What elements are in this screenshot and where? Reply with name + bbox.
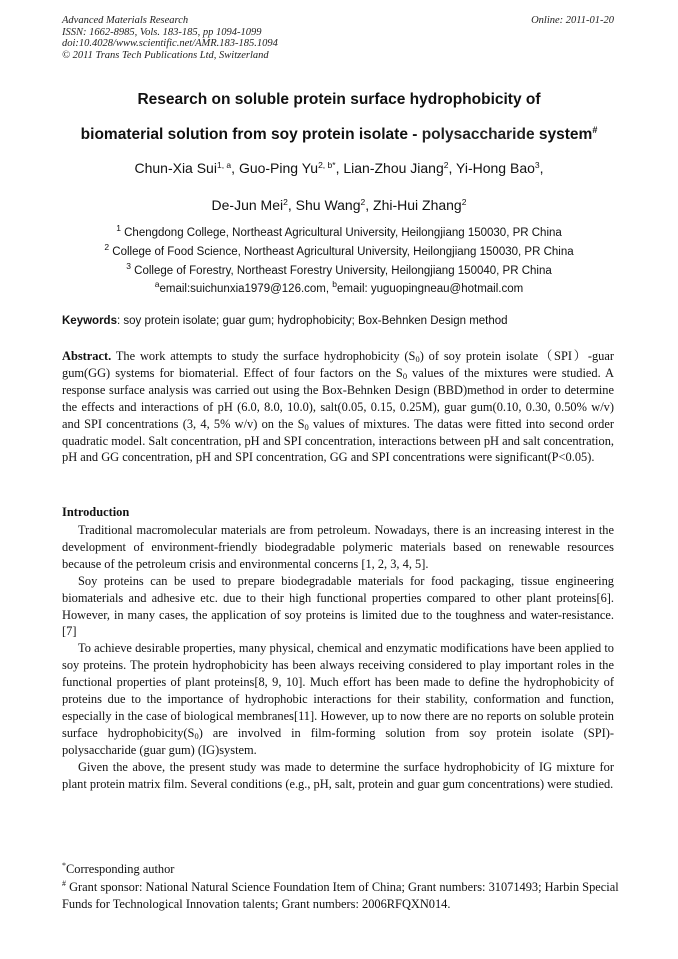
abstract-text: values of mixtures. The datas were fitted into second order quadratic model. Salt concentration, pH and SPI concentration, interactions between pH and salt concentration, pH and GG concentration, pH and SPI concentration, GG and SPI concentrations were significant(P<0.05). [62,416,614,465]
footnote-mark: * [62,861,66,870]
paper-title-line-2 [40,125,638,144]
paragraph-text: ) are involved in film-forming solution from soy protein isolate (SPI)- polysaccharide (guar gum) (IG)system. [62,725,614,757]
abstract-text: ) of soy protein isolate（SPI）-guar gum(GG) systems for biomaterial. Effect of four factors on the S [62,349,614,380]
author-sup: 1, a [216,160,232,170]
abstract [62,348,614,466]
affiliation-1 [20,223,658,239]
issn-line: ISSN: 1662-8985, Vols. 183-185, pp 1094-1099 [62,26,262,38]
author-name: Zhi-Hui Zhang [373,197,462,213]
subscript: 0 [402,370,408,381]
copyright-line: © 2011 Trans Tech Publications Ltd, Switzerland [62,49,269,61]
introduction-body [62,522,614,793]
footnote-text: Corresponding author [66,862,175,876]
footnote-mark: # [62,879,66,888]
abstract-text: values of the mixtures were studied. A response surface analysis was carried out using the Box-Behnken Design (BBD)method in order to determine the effects and interactions of pH (6.0, 8.0, 10.0), salt(0.05, 0.15, 0.25M), guar gum(0.10, 0.30, 0.50% w/v) and SPI concentrations (3, 4, 5% w/v) on the S [62,365,614,431]
affiliation-sup: 3 [126,261,131,271]
title-mark: # [592,125,598,135]
author-sup: 2, b* [318,160,336,170]
keywords [62,315,622,327]
keywords-label: Keywords [62,315,117,327]
author-sup: 2 [360,197,366,207]
affiliation-text: Chengdong College, Northeast Agricultural University, Heilongjiang 150030, PR China [124,227,562,239]
affiliation-2 [20,242,658,258]
email-a: email:suichunxia1979@126.com, [159,283,333,295]
paragraph-text: To achieve desirable properties, many physical, chemical and enzymatic modifications have been applied to soy proteins. The protein hydrophobicity has been always receiving considered to play important roles in the functional properties of plant proteins[8, 9, 10]. Much effort has been made to define the hydrophobicity of proteins due to the importance of hydrophobic interactions for their stability, conformation and function, especially in the case of biological membranes[11]. However, up to now there are no reports on soluble protein surface hydrophobicity(S [62,641,614,740]
author-line-1: Chun-Xia Sui$^{1, a}$, Guo-Ping $Yu^{2, b*}$, Lian-Zhou Jiang$^2$, Yi-Hong Bao$^3$, [134,160,544,176]
affiliation-text: College of Forestry, Northeast Forestry University, Heilongjiang 150040, PR China [134,265,552,277]
title-text-b: polysaccharide [421,126,535,143]
email-sup: a [154,279,160,289]
affiliation-3 [20,261,658,277]
author-sup: 2 [443,160,449,170]
email-b: email: yuguopingneau@hotmail.com [337,283,524,295]
introduction-heading: Introduction [62,505,130,519]
author-sup: 2 [461,197,467,207]
footnote-grant [62,875,622,913]
title-text-a: biomaterial solution from soy protein isolate - [80,126,422,143]
paragraph [62,640,614,758]
author-name: Yi-Hong Bao [456,160,535,176]
paragraph: Soy proteins can be used to prepare biodegradable materials for food packaging, tissue engineering biomaterials and adhesive etc. due to their high functional properties compared to other plant proteins[6]. However, in many cases, the application of soy proteins is limited due to the toughness and water-resistance. [7] [62,573,614,639]
author-line-2: De-Jun Mei$^2$, Shu Wang$^2$, Zhi-Hui Zhang$^2$ [211,197,467,213]
title-text-c: system [534,126,593,143]
doi-line: doi:10.4028/www.scientific.net/AMR.183-185.1094 [62,38,278,49]
footnote-text: Grant sponsor: National Natural Science Foundation Item of China; Grant numbers: 31071493; Harbin Special Funds for Technological Innovation talents; Grant numbers: 2006RFQXN014. [62,880,619,911]
author-name: De-Jun Mei [211,197,284,213]
abstract-label: Abstract. [62,349,112,363]
affiliation-text: College of Food Science, Northeast Agricultural University, Heilongjiang 150030, PR China [112,246,574,258]
subscript: 0 [304,421,309,432]
affiliation-sup: 2 [104,242,110,252]
subscript: 0 [415,354,420,364]
paragraph: Given the above, the present study was made to determine the surface hydrophobicity of IG mixture for plant protein matrix film. Several conditions (e.g., pH, salt, protein and guar gum concentrations) were studied. [62,759,614,791]
subscript: 0 [194,730,199,741]
author-name: Shu Wang [295,197,361,213]
paragraph: Traditional macromolecular materials are from petroleum. Nowadays, there is an increasing interest in the development of environment-friendly biodegradable polymeric materials based on renewable resources because of the petroleum crisis and environmental concerns [1, 2, 3, 4, 5]. [62,523,614,571]
affiliation-sup: 1 [116,223,121,233]
author-name: Chun-Xia Sui [134,160,217,176]
email-sup: b [332,279,338,289]
abstract-text: The work attempts to study the surface hydrophobicity (S [111,349,416,363]
author-name: Lian-Zhou Jiang [343,160,444,176]
journal-name: Advanced Materials Research [62,15,189,26]
author-sup: 3 [534,160,540,170]
email-line [20,279,658,295]
paper-title-line-1: Research on soluble protein surface hydrophobicity of [137,91,541,108]
online-date: Online: 2011-01-20 [531,15,614,26]
journal-header [62,15,278,61]
author-name: Guo-Ping Yu [238,160,319,176]
keywords-text: : soy protein isolate; guar gum; hydrophobicity; Box-Behnken Design method [116,315,508,327]
author-sup: 2 [283,197,288,207]
